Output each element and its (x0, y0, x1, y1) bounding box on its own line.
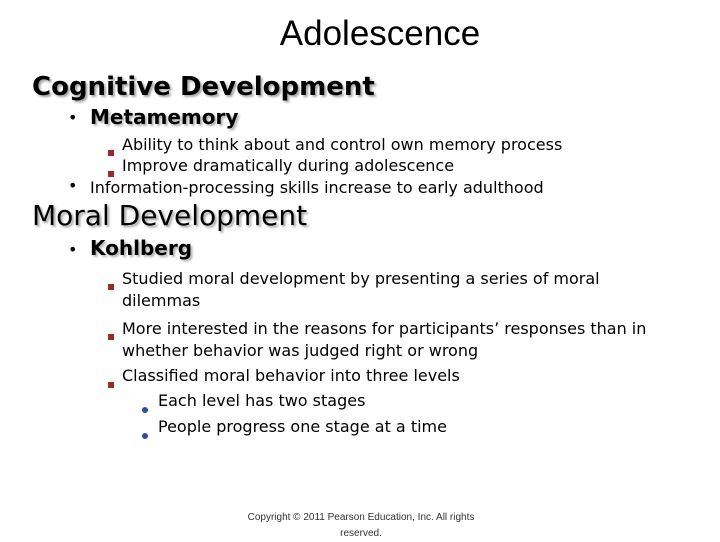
metamemory-item-2: Improve dramatically during adolescence (122, 156, 455, 175)
kohlberg-item-1: Studied moral development by presenting a series of moral dilemmas (122, 269, 600, 310)
slide-title: Adolescence (279, 14, 481, 53)
bullet-dot: • (68, 176, 78, 195)
levels-nested-item-2: People progress one stage at a time (158, 417, 447, 436)
square-bullet-icon (108, 275, 114, 294)
square-bullet-icon (108, 141, 114, 160)
info-processing-item: Information-processing skills increase to early adulthood (90, 178, 544, 197)
copyright-footer: Copyright © 2011 Pearson Education, Inc. All rights reserved. (247, 512, 475, 539)
levels-nested-item-1: Each level has two stages (158, 391, 366, 410)
bullet-dot: • (68, 240, 78, 259)
subheading-metamemory: Metamemory (90, 105, 239, 129)
dot-bullet-icon (142, 424, 148, 443)
bullet-dot: • (68, 108, 78, 127)
subheading-kohlberg: Kohlberg (90, 236, 193, 260)
square-bullet-icon (108, 373, 114, 392)
section-heading-moral: Moral Development (32, 199, 308, 232)
dot-bullet-icon (142, 398, 148, 417)
metamemory-item-1: Ability to think about and control own memory process (122, 135, 563, 154)
kohlberg-item-2: More interested in the reasons for participants’ responses than in whether behavior was judged right or wrong (122, 319, 647, 360)
square-bullet-icon (108, 325, 114, 344)
kohlberg-item-3: Classified moral behavior into three levels (122, 366, 460, 385)
section-heading-cognitive: Cognitive Development (32, 72, 375, 102)
